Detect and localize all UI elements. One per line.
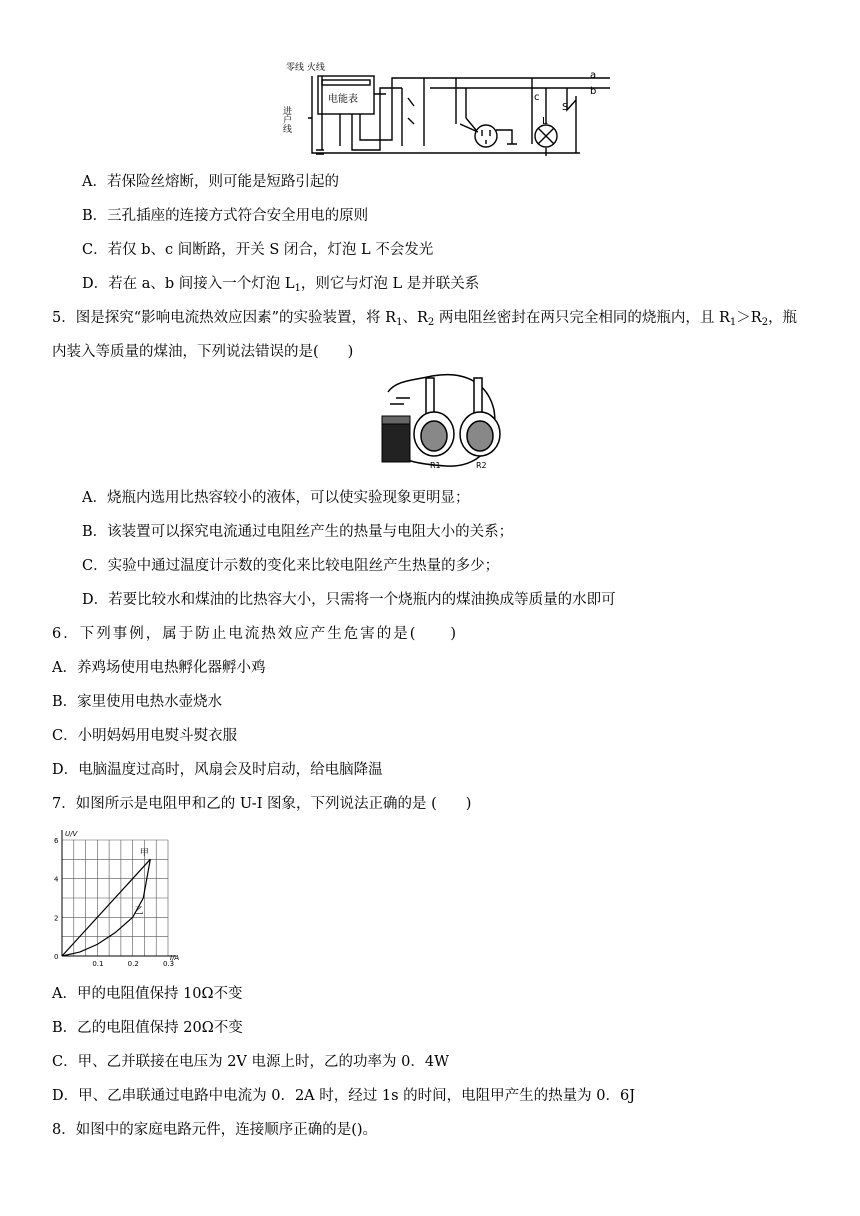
- q4-option-d-sub: 1: [294, 283, 301, 294]
- q5-sub: 2: [761, 317, 769, 328]
- y-axis-label: U/V: [65, 830, 78, 838]
- label-a: a: [590, 70, 597, 81]
- q4-option-d-text: D．若在 a、b 间接入一个灯泡 L: [82, 276, 295, 292]
- series-label-1: 乙: [134, 906, 144, 917]
- q4-option-c: C．若仅 b、c 间断路，开关 S 闭合，灯泡 L 不会发光: [82, 242, 434, 258]
- q6-stem: 6．下列事例，属于防止电流热效应产生危害的是( ): [52, 626, 459, 642]
- chart-labels: [54, 830, 179, 968]
- q4-option-a: A．若保险丝熔断，则可能是短路引起的: [82, 174, 339, 190]
- q5-sub: 1: [729, 317, 737, 328]
- label-s: S: [562, 102, 569, 113]
- q5-stem-part: 、R: [402, 310, 428, 326]
- q6-option-a: A．养鸡场使用电热孵化器孵小鸡: [52, 660, 266, 676]
- q5-option-b: B．该装置可以探究电流通过电阻丝产生的热量与电阻大小的关系；: [82, 524, 514, 540]
- series-label-0: 甲: [139, 848, 149, 859]
- entry-line-label: 进户线: [281, 106, 291, 133]
- ui-graph: [48, 824, 194, 970]
- household-circuit-figure: [280, 58, 610, 166]
- q5-option-a: A．烧瓶内选用比热容较小的液体，可以使实验现象更明显；: [82, 490, 470, 506]
- q4-option-b: B．三孔插座的连接方式符合安全用电的原则: [82, 208, 369, 224]
- q7-option-b: B．乙的电阻值保持 20Ω不变: [52, 1020, 243, 1036]
- q6-option-b: B．家里使用电热水壶烧水: [52, 694, 223, 710]
- q7-option-c: C．甲、乙并联接在电压为 2V 电源上时，乙的功率为 0．4W: [52, 1054, 449, 1070]
- q4-option-d-text-end: ，则它与灯泡 L 是并联关系: [300, 276, 480, 292]
- q7-stem: 7．如图所示是电阻甲和乙的 U-I 图象，下列说法正确的是 ( ): [52, 796, 472, 812]
- y-tick-label: 6: [54, 837, 59, 845]
- fig-r2-label: R2: [476, 461, 487, 470]
- q7-option-a: A．甲的电阻值保持 10Ω不变: [52, 986, 243, 1002]
- meter-label: 电能表: [328, 94, 358, 105]
- y-tick-label: 0: [54, 953, 59, 961]
- label-b: b: [590, 86, 597, 97]
- q8-stem: 8．如图中的家庭电路元件，连接顺序正确的是()。: [52, 1122, 378, 1138]
- neutral-live-label: 零线 火线: [286, 63, 325, 73]
- label-c: c: [534, 92, 540, 103]
- q5-stem-part: ＞R: [736, 310, 762, 326]
- q6-option-c: C．小明妈妈用电熨斗熨衣服: [52, 728, 238, 744]
- label-l: L: [542, 116, 548, 127]
- x-tick-label: 0.1: [92, 960, 104, 968]
- q5-sub: 2: [427, 317, 435, 328]
- q4-option-d: [82, 274, 479, 299]
- heating-experiment-figure: [376, 370, 516, 472]
- q5-stem-part: ，瓶: [768, 310, 798, 326]
- q7-option-d: D．甲、乙串联通过电路中电流为 0．2A 时，经过 1s 的时间，电阻甲产生的热量为 0．6J: [52, 1088, 636, 1104]
- y-tick-label: 4: [54, 875, 59, 884]
- q5-stem-line2: 内装入等质量的煤油，下列说法错误的是( ): [52, 344, 354, 360]
- x-axis-label: I/A: [170, 954, 180, 962]
- q5-option-d: D．若要比较水和煤油的比热容大小，只需将一个烧瓶内的煤油换成等质量的水即可: [82, 592, 616, 608]
- x-tick-label: 0.3: [163, 960, 175, 968]
- q5-option-c: C．实验中通过温度计示数的变化来比较电阻丝产生热量的多少；: [82, 558, 500, 574]
- fig-r1-label: R1: [430, 461, 441, 470]
- q5-sub: 1: [396, 317, 403, 328]
- q5-stem-part: 两电阻丝密封在两只完全相同的烧瓶内，且 R: [434, 310, 730, 326]
- q5-stem-line1: [52, 308, 797, 333]
- q6-option-d: D．电脑温度过高时，风扇会及时启动，给电脑降温: [52, 762, 383, 778]
- y-tick-label: 2: [54, 914, 59, 923]
- q5-stem-part: 5．图是探究“影响电流热效应因素”的实验装置，将 R: [52, 310, 397, 326]
- x-tick-label: 0.2: [127, 960, 139, 968]
